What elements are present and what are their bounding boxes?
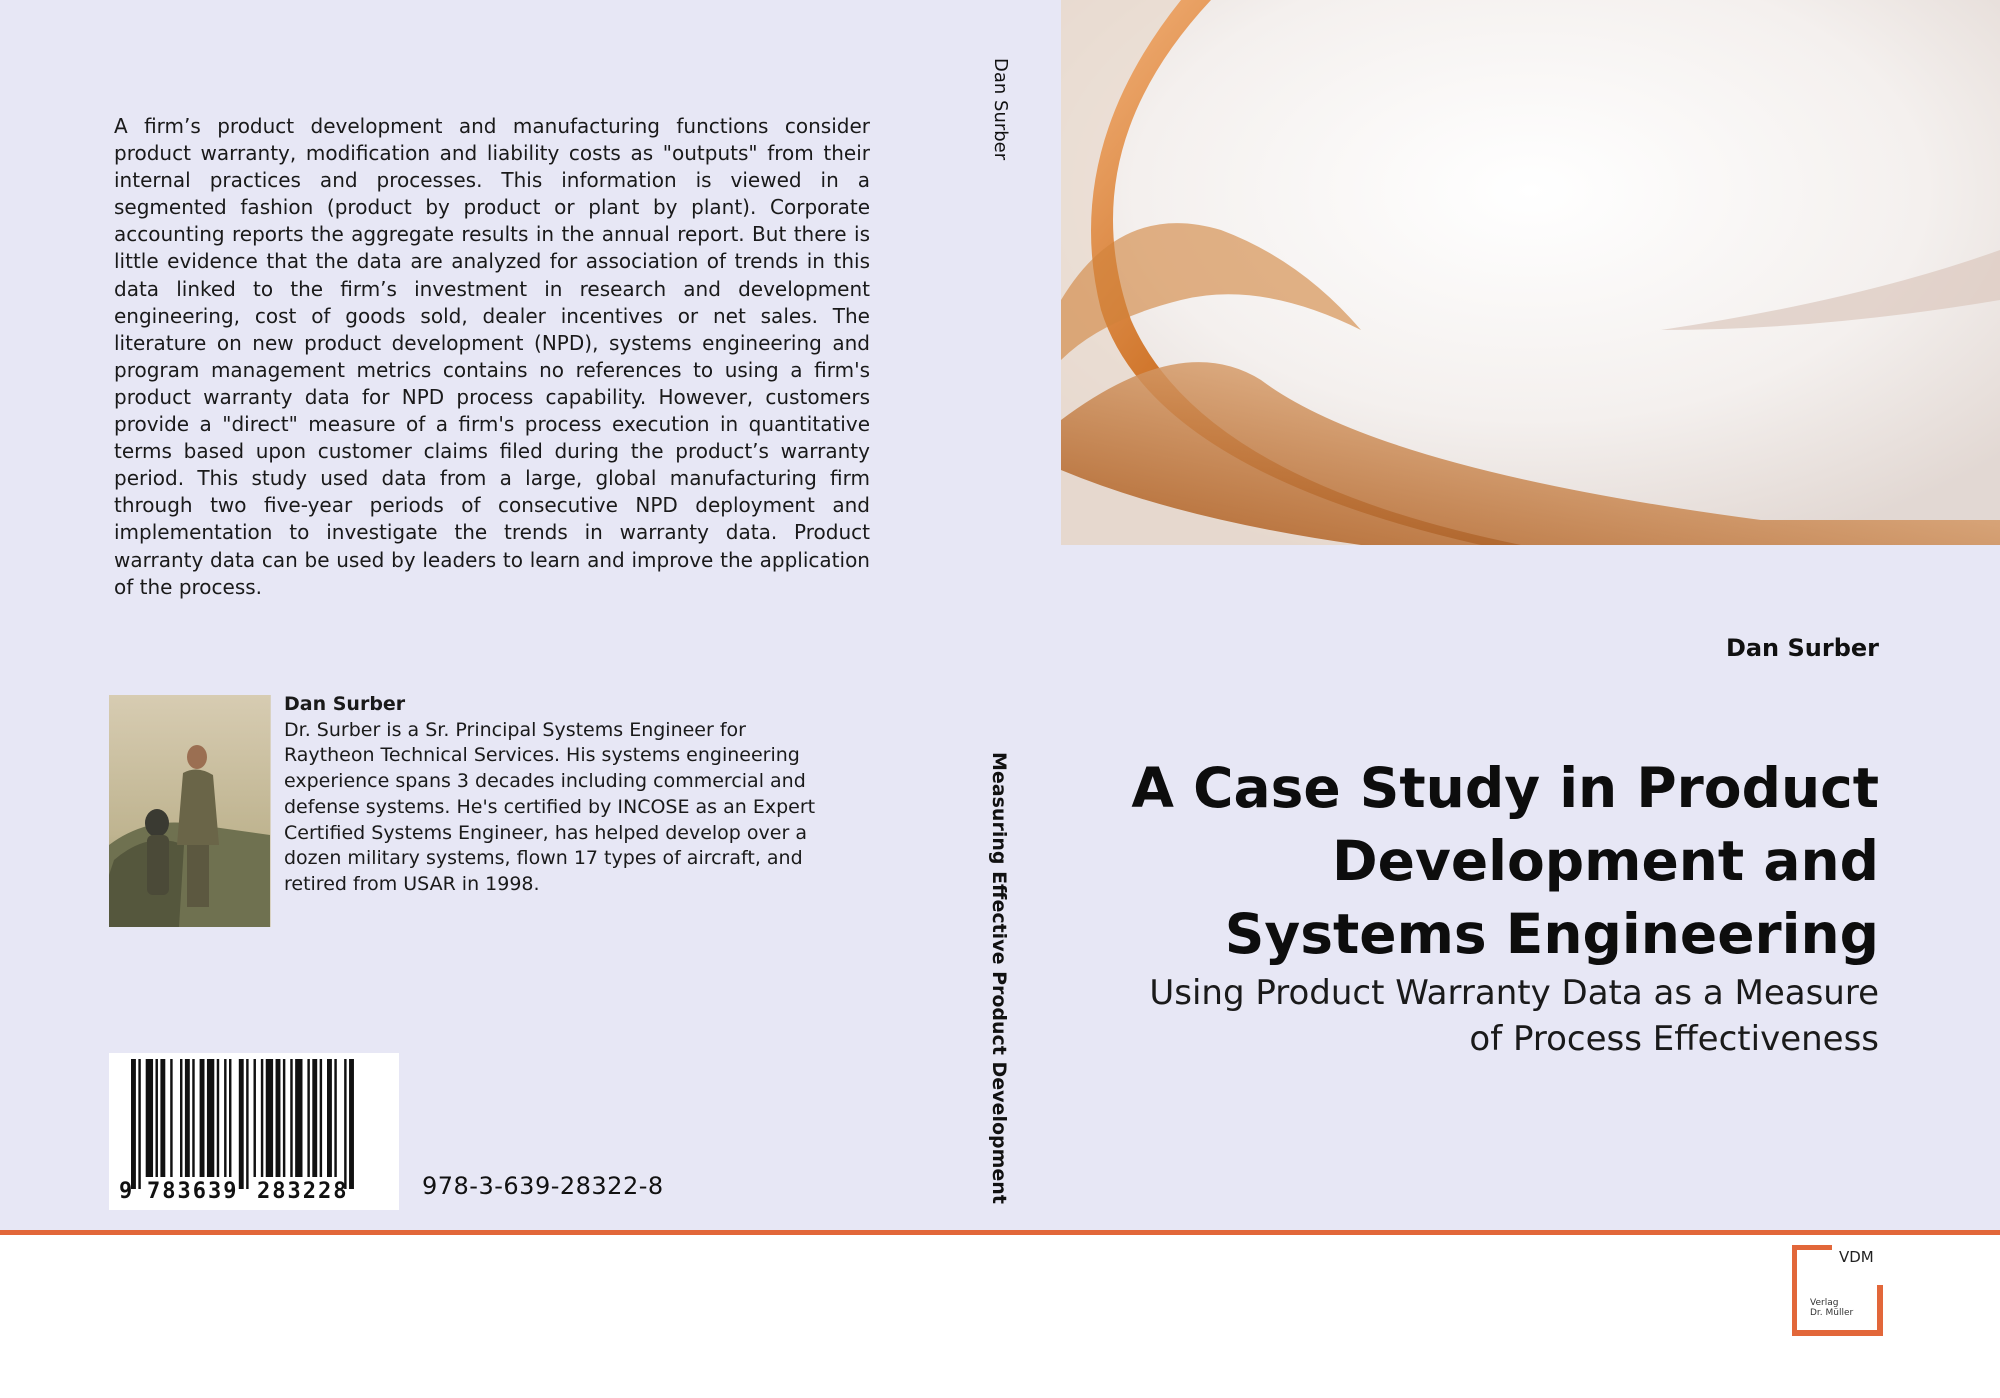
barcode-bar [320,1059,322,1177]
barcode-bar [207,1059,214,1177]
barcode-bar [185,1059,190,1177]
author-bio-text: Dr. Surber is a Sr. Principal Systems Engineer for Raytheon Technical Services. His systems engineering experience spans 3 decades including commercial and defense systems. He's certified by INCOSE as an Expert Certified Systems Engineer, has helped develop over a dozen military systems, flown 17 types of aircraft, and retired from USAR in 1998. [284,718,816,895]
book-title [1019,752,1879,971]
barcode-bar [180,1059,182,1177]
barcode-digits-group2: 283228 [257,1179,349,1204]
front-cover-artwork [1061,0,2000,545]
barcode-bar [146,1059,153,1177]
spine-author: Dan Surber [990,58,1011,161]
barcode-bar [261,1059,263,1177]
barcode-bar [160,1059,165,1177]
barcode-bars [131,1059,354,1189]
barcode-bar [276,1059,281,1177]
barcode-bar [349,1059,354,1189]
book-title-line: Development and [1332,829,1879,893]
book-title-line: Systems Engineering [1224,902,1879,966]
isbn-number: 978-3-639-28322-8 [422,1172,664,1200]
barcode-bar [254,1059,256,1177]
barcode-digits-group1: 783639 [147,1179,239,1204]
publisher-logo-name: VDM [1839,1248,1874,1266]
book-title-line: A Case Study in Product [1131,756,1879,820]
barcode-bar [344,1059,346,1189]
author-photo [109,695,271,927]
barcode [109,1053,399,1210]
spine-title: Measuring Effective Product Development [988,752,1010,1204]
barcode-digit-first: 9 [119,1179,133,1204]
barcode-bar [224,1059,226,1177]
book-subtitle-line: of Process Effectiveness [1469,1019,1879,1059]
publisher-logo [1792,1245,1884,1337]
book-subtitle-line: Using Product Warranty Data as a Measure [1149,973,1879,1013]
front-cover-author: Dan Surber [1725,634,1879,662]
barcode-bar [156,1059,158,1177]
barcode-bar [192,1059,194,1177]
barcode-bar [266,1059,273,1177]
barcode-bar [229,1059,231,1177]
publisher-logo-subtext [1810,1298,1853,1318]
barcode-bar [295,1059,302,1177]
publisher-logo-line: Verlag [1810,1298,1839,1308]
bottom-band [0,1230,2000,1398]
barcode-bar [327,1059,332,1177]
barcode-bar [312,1059,317,1177]
barcode-bar [131,1059,136,1189]
back-cover-blurb: A firm’s product development and manufacturing functions consider product warranty, modification and liability costs as "outputs" from their internal practices and processes. This information is viewed in a segmented fashion (product by product or plant by plant). Corporate accounting reports the aggregate results in the annual report. But there is little evidence that the data are analyzed for association of trends in this data linked to the firm’s investment in research and development engineering, cost of goods sold, dealer incentives or net sales. The literature on new product development (NPD), systems engineering and program management metrics contains no references to using a firm's product warranty data for NPD process capability. However, customers provide a "direct" measure of a firm's process execution in quantitative terms based upon customer claims filed during the product’s warranty period. This study used data from a large, global manufacturing firm through two five-year periods of consecutive NPD deployment and implementation to investigate the trends in warranty data. Product warranty data can be used by leaders to learn and improve the application of the process. [114,114,870,599]
publisher-logo-line: Dr. Müller [1810,1308,1854,1318]
barcode-bar [283,1059,285,1177]
author-bio [284,692,824,898]
barcode-bar [239,1059,244,1189]
barcode-bar [170,1059,172,1177]
author-bio-name: Dan Surber [284,693,406,715]
book-subtitle [1079,970,1879,1062]
barcode-bar [307,1059,309,1177]
barcode-bar [246,1059,248,1189]
barcode-bar [138,1059,140,1189]
barcode-bar [290,1059,292,1177]
barcode-bar [217,1059,219,1177]
barcode-bar [334,1059,336,1177]
barcode-bar [200,1059,205,1177]
